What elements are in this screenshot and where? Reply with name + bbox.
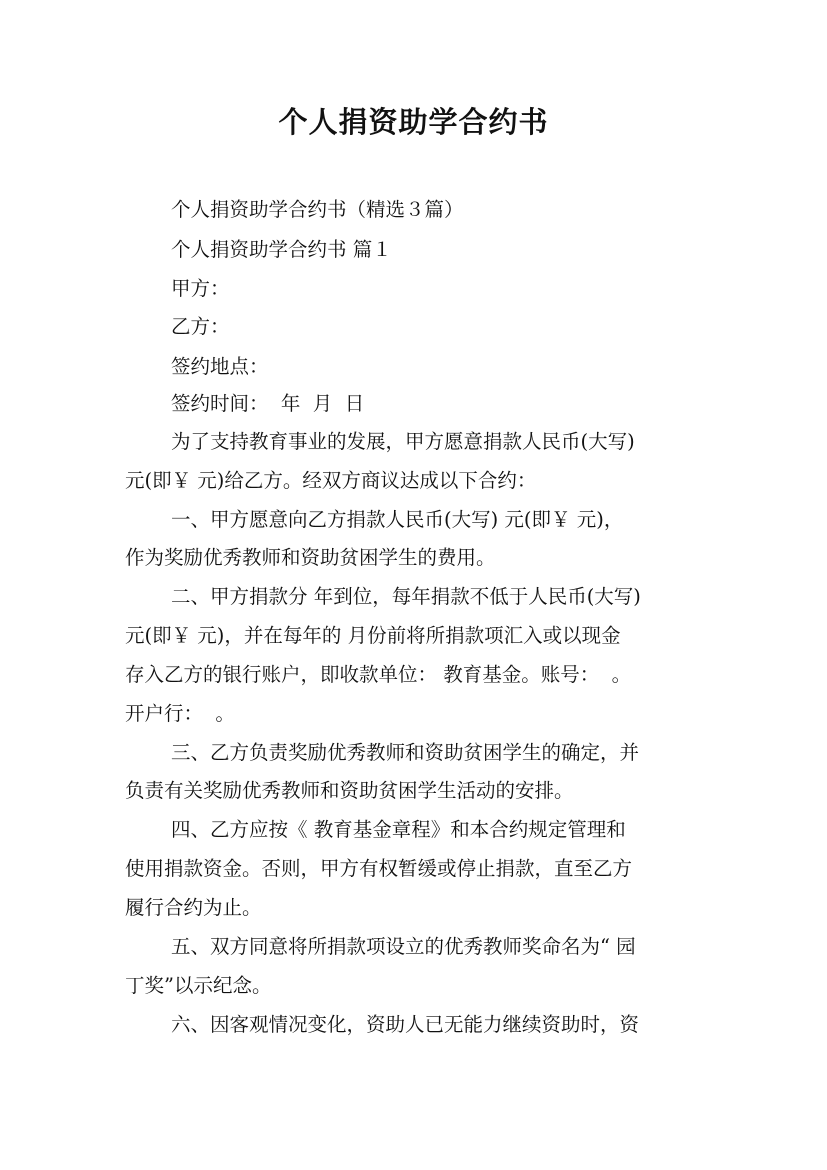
text-line: 个人捐资助学合约书 篇１ — [171, 238, 392, 261]
text-line: 开户行： 。 — [125, 702, 235, 725]
text-line: 元(即￥ 元)给乙方。经双方商议达成以下合约： — [125, 469, 537, 492]
text-line: 元(即￥ 元)，并在每年的 月份前将所捐款项汇入或以现金 — [125, 624, 621, 647]
text-line: 丁奖”以示纪念。 — [125, 974, 272, 997]
text-line: 负责有关奖励优秀教师和资助贫困学生活动的安排。 — [125, 779, 574, 802]
text-line: 存入乙方的银行账户，即收款单位： 教育基金。账号： 。 — [125, 663, 632, 686]
text-line: 甲方： — [171, 277, 230, 300]
text-line: 六、因客观情况变化，资助人已无能力继续资助时，资 — [171, 1013, 640, 1036]
text-line: 签约时间： 年 月 日 — [171, 392, 365, 415]
text-line: 作为奖励优秀教师和资助贫困学生的费用。 — [125, 546, 496, 569]
document-title: 个人捐资助学合约书 — [278, 105, 549, 139]
text-line: 为了支持教育事业的发展，甲方愿意捐款人民币(大写) — [171, 430, 635, 453]
text-line: 使用捐款资金。否则，甲方有权暂缓或停止捐款，直至乙方 — [125, 857, 633, 880]
text-line: 四、乙方应按《 教育基金章程》和本合约规定管理和 — [171, 818, 626, 841]
text-line: 一、甲方愿意向乙方捐款人民币(大写) 元(即￥ 元)， — [171, 508, 624, 531]
text-line: 个人捐资助学合约书（精选３篇） — [171, 198, 464, 221]
text-line: 乙方： — [171, 315, 230, 338]
text-line: 三、乙方负责奖励优秀教师和资助贫困学生的确定，并 — [171, 741, 640, 764]
text-line: 五、双方同意将所捐款项设立的优秀教师奖命名为“ 园 — [171, 935, 636, 958]
text-line: 签约地点： — [171, 355, 269, 378]
text-line: 二、甲方捐款分 年到位，每年捐款不低于人民币(大写) — [171, 585, 641, 608]
text-line: 履行合约为止。 — [125, 896, 262, 919]
